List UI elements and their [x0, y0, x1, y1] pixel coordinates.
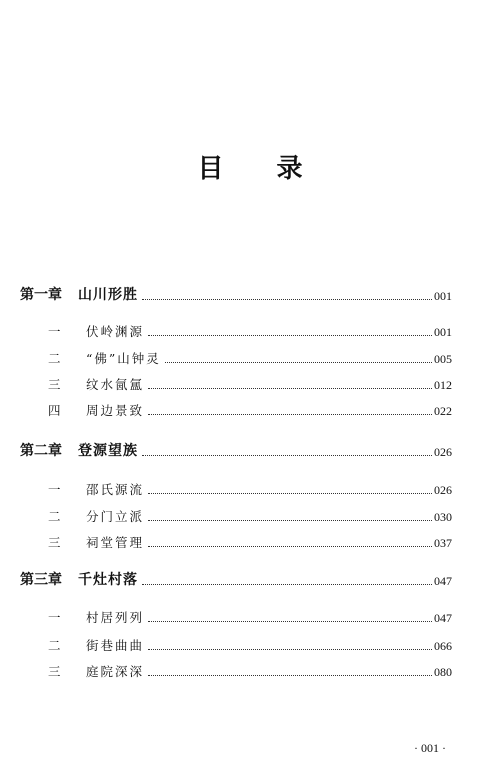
dot-leader: [148, 519, 432, 521]
toc-entry-label: 庭院深深: [86, 664, 145, 679]
toc-entry-label: “佛”山钟灵: [86, 351, 161, 366]
toc-entry-number: 第二章: [20, 443, 62, 459]
toc-entry-number: 三: [48, 377, 61, 392]
dot-leader: [165, 361, 432, 363]
toc-entry-number: 三: [48, 664, 61, 679]
dot-leader: [148, 492, 432, 494]
dot-leader: [148, 387, 432, 389]
toc-entry-label: 村居列列: [86, 610, 145, 625]
toc-entry-number: 二: [48, 351, 61, 366]
toc-entry-page: 026: [434, 483, 452, 497]
toc-entry-page: 047: [434, 574, 452, 588]
toc-entry-page: 022: [434, 404, 452, 418]
dot-leader: [142, 583, 432, 585]
toc-entry-page: 026: [434, 445, 452, 459]
toc-entry-label: 登源望族: [78, 443, 138, 459]
toc-entry-label: 分门立派: [86, 509, 145, 524]
toc-entry-section[interactable]: [20, 401, 452, 419]
toc-entry-number: 一: [48, 324, 61, 339]
page-title: 目 录: [197, 154, 325, 184]
dot-leader: [142, 454, 432, 456]
toc-entry-page: 012: [434, 378, 452, 392]
toc-entry-label: 街巷曲曲: [86, 638, 145, 653]
toc-entry-number: 第三章: [20, 572, 62, 588]
dot-leader: [148, 413, 432, 415]
toc-entry-page: 066: [434, 639, 452, 653]
toc-entry-label: 千灶村落: [78, 572, 138, 588]
toc-entry-section[interactable]: [20, 507, 452, 525]
toc-entry-label: 纹水氤氲: [86, 377, 145, 392]
toc-entry-page: 005: [434, 352, 452, 366]
dot-leader: [148, 620, 432, 622]
toc-entry-number: 二: [48, 638, 61, 653]
toc-entry-section[interactable]: [20, 636, 452, 654]
toc-entry-number: 三: [48, 535, 61, 550]
toc-entry-chapter-2[interactable]: [20, 442, 452, 460]
toc-entry-section[interactable]: [20, 349, 452, 367]
toc-entry-page: 037: [434, 536, 452, 550]
dot-leader: [142, 298, 432, 300]
dot-leader: [148, 674, 432, 676]
toc-entry-label: 伏岭渊源: [86, 324, 145, 339]
toc-entry-page: 047: [434, 611, 452, 625]
toc-entry-number: 一: [48, 482, 61, 497]
toc-entry-section[interactable]: [20, 662, 452, 680]
toc-entry-section[interactable]: [20, 375, 452, 393]
dot-leader: [148, 545, 432, 547]
toc-entry-section[interactable]: [20, 608, 452, 626]
toc-entry-section[interactable]: [20, 480, 452, 498]
toc-entry-label: 山川形胜: [78, 287, 138, 303]
page-number: · 001 ·: [414, 741, 446, 755]
toc-entry-label: 祠堂管理: [86, 535, 145, 550]
toc-entry-chapter-1[interactable]: [20, 286, 452, 304]
toc-entry-section[interactable]: [20, 533, 452, 551]
toc-entry-number: 一: [48, 610, 61, 625]
toc-entry-number: 四: [48, 403, 61, 418]
toc-entry-page: 080: [434, 665, 452, 679]
toc-entry-section[interactable]: [20, 322, 452, 340]
toc-entry-number: 二: [48, 509, 61, 524]
toc-entry-page: 001: [434, 289, 452, 303]
toc-entry-chapter-3[interactable]: [20, 571, 452, 589]
toc-entry-label: 周边景致: [86, 403, 145, 418]
toc-entry-number: 第一章: [20, 287, 62, 303]
toc-entry-page: 001: [434, 325, 452, 339]
toc-entry-page: 030: [434, 510, 452, 524]
toc-entry-label: 邵氏源流: [86, 482, 145, 497]
dot-leader: [148, 648, 432, 650]
dot-leader: [148, 334, 432, 336]
